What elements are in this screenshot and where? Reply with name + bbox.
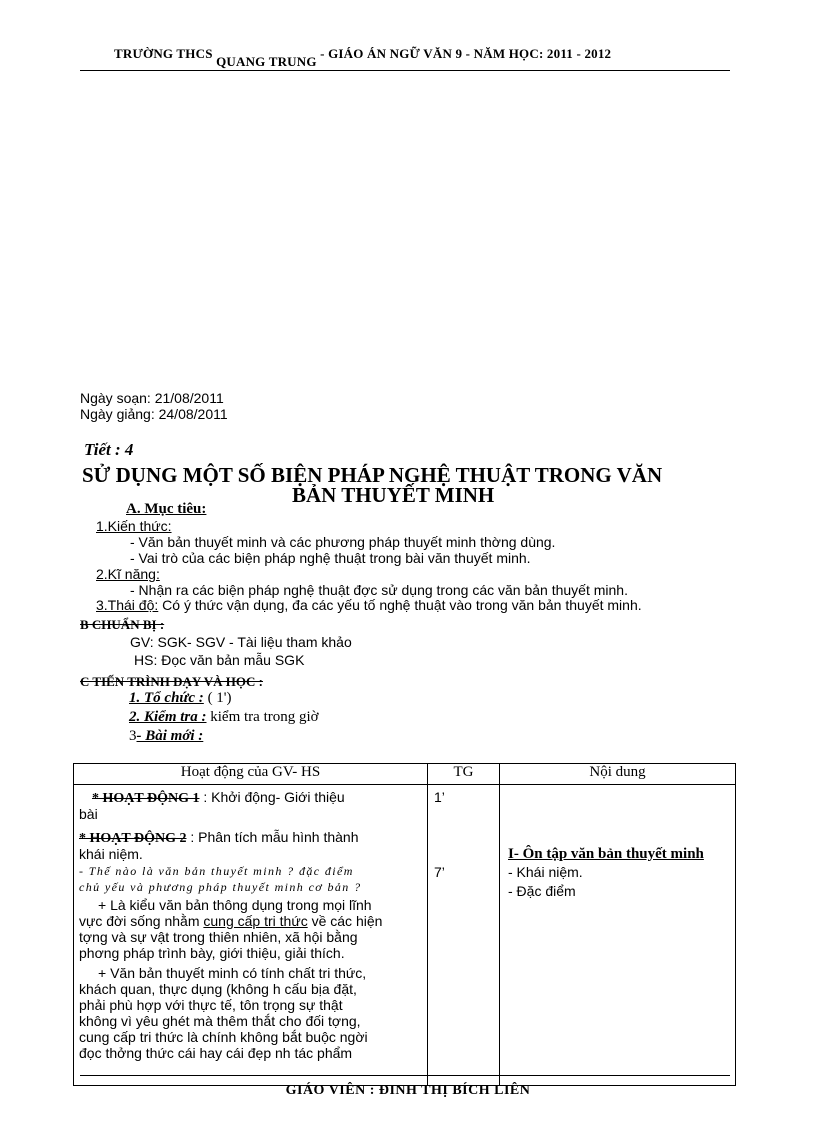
kiemtra-line — [129, 709, 319, 726]
kinang-label: 2.Kĩ năng: — [96, 566, 160, 582]
hd2-text-a: : Phân tích mẫu hình thành — [186, 829, 359, 845]
hd2-line — [79, 829, 359, 847]
header-school: TRƯỜNG THCS — [114, 46, 213, 61]
kienthuc-item-1: - Văn bản thuyết minh và các phương pháp thuyết minh thờng dùng. — [130, 534, 556, 550]
activity-cell — [74, 785, 428, 1086]
hd1-label: * HOẠT ĐỘNG 1 — [92, 791, 200, 806]
header-divider — [80, 70, 730, 71]
answer1-keyword: cung cấp tri thức — [203, 913, 308, 929]
section-b-heading: B CHUẨN BỊ : — [80, 617, 165, 632]
date-soan: Ngày soạn: 21/08/2011 — [80, 390, 224, 406]
section-a-heading: A. Mục tiêu: — [126, 501, 207, 517]
answer2-line-6: đọc thởng thức cái hay cái đẹp nh tác phẩm — [79, 1045, 353, 1061]
hd1-text-a: : Khởi động- Giới thiệu — [199, 789, 345, 805]
answer2-line-3: phải phù hợp với thực tế, tôn trọng sự thật — [79, 997, 343, 1013]
thaido-line — [96, 597, 642, 613]
table-header-row — [74, 764, 736, 785]
baimoi-label: - Bài mới : — [136, 728, 204, 744]
answer1-line-4: phơng pháp trình bày, giới thiệu, giải thích. — [79, 945, 345, 961]
hd2-label: * HOẠT ĐỘNG 2 — [79, 831, 187, 846]
tochuc-line — [129, 690, 232, 707]
content-cell — [500, 785, 736, 1086]
lesson-title-line2: BẢN THUYẾT MINH — [292, 483, 495, 507]
kienthuc-label: 1.Kiến thức: — [96, 518, 172, 534]
lesson-title-line1: SỬ DỤNG MỘT SỐ BIỆN PHÁP NGHỆ THUẬT TRONG VĂN — [82, 463, 663, 487]
kiemtra-label: 2. Kiểm tra : — [129, 709, 207, 725]
answer1-line-1: + Là kiểu văn bản thông dụng trong mọi lĩnh — [98, 897, 372, 913]
content-heading: I- Ôn tập văn bản thuyết minh — [508, 846, 704, 862]
page-header — [114, 46, 612, 69]
hd2-time: 7’ — [434, 864, 445, 880]
chuanbi-gv: GV: SGK- SGV - Tài liệu tham khảo — [130, 634, 352, 650]
kienthuc-item-2: - Vai trò của các biện pháp nghệ thuật trong bài văn thuyết minh. — [130, 550, 531, 566]
section-c-heading: C TIẾN TRÌNH DẠY VÀ HỌC : — [80, 674, 263, 689]
answer2-line-1: + Văn bản thuyết minh có tính chất tri thức, — [98, 965, 367, 981]
thaido-text: Có ý thức vận dụng, đa các yếu tố nghệ thuật vào trong văn bản thuyết minh. — [158, 597, 642, 613]
col-header-time: TG — [428, 764, 500, 785]
time-cell — [428, 785, 500, 1086]
question-line-2: chủ yếu và phương pháp thuyết minh cơ bản ? — [79, 880, 362, 894]
question-line-1: - Thế nào là văn bản thuyết minh ? đặc điểm — [79, 864, 354, 878]
tochuc-text: ( 1') — [203, 690, 232, 706]
content-item-2: - Đặc điểm — [508, 883, 576, 899]
content-item-1: - Khái niệm. — [508, 864, 583, 880]
answer2-line-4: không vì yêu ghét mà thêm thắt cho đối tợng, — [79, 1013, 361, 1029]
hd1-line — [92, 789, 345, 807]
baimoi-prefix: 3 — [129, 728, 137, 744]
lesson-number: Tiết : 4 — [84, 440, 134, 459]
header-school-name: QUANG TRUNG — [216, 54, 317, 69]
answer1-line-2c: về các hiện — [307, 913, 383, 929]
col-header-activity: Hoạt động của GV- HS — [74, 764, 428, 785]
page-footer: GIÁO VIÊN : ĐINH THỊ BÍCH LIÊN — [285, 1083, 531, 1098]
kinang-item-1: - Nhận ra các biện pháp nghệ thuật đợc sử dụng trong các văn bản thuyết minh. — [130, 582, 628, 598]
baimoi-line — [129, 728, 203, 745]
kiemtra-text: kiểm tra trong giờ — [206, 709, 319, 725]
answer1-line-2 — [79, 913, 382, 929]
answer1-line-3: tợng và sự vật trong thiên nhiên, xã hội bằng — [79, 929, 358, 945]
lesson-table — [73, 763, 736, 1086]
tochuc-label: 1. Tổ chức : — [129, 690, 204, 706]
col-header-content: Nội dung — [500, 764, 736, 785]
answer2-line-2: khách quan, thực dụng (không h cấu bịa đặt, — [79, 981, 357, 997]
thaido-label: 3.Thái độ: — [96, 597, 159, 613]
date-giang: Ngày giảng: 24/08/2011 — [80, 406, 228, 422]
hd1-text-b: bài — [79, 806, 98, 822]
answer1-line-2a: vực đời sống nhằm — [79, 913, 204, 929]
footer-divider — [80, 1075, 730, 1076]
answer2-line-5: cung cấp tri thức là chính không bắt buộc ngời — [79, 1029, 368, 1045]
hd1-time: 1’ — [434, 789, 445, 805]
hd2-text-b: khái niệm. — [79, 846, 143, 862]
chuanbi-hs: HS: Đọc văn bản mẫu SGK — [134, 652, 305, 668]
header-rest: - GIÁO ÁN NGỮ VĂN 9 - NĂM HỌC: 2011 - 2012 — [320, 46, 612, 61]
table-row — [74, 785, 736, 1086]
